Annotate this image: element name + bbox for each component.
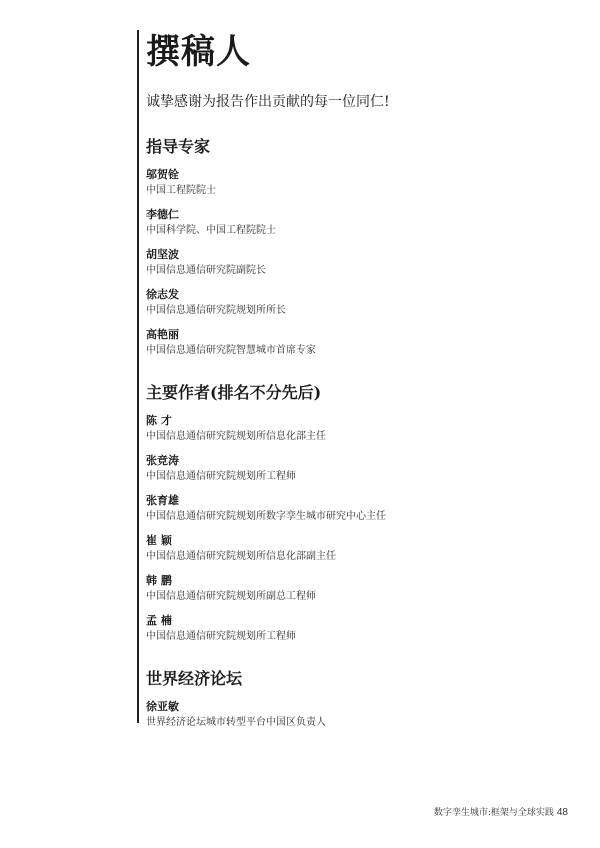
person-name: 陈 才: [146, 414, 172, 427]
person-title: 中国信息通信研究院规划所信息化部副主任: [146, 551, 336, 562]
person-name: 韩 鹏: [146, 574, 172, 587]
person-title: 中国信息通信研究院规划所工程师: [146, 471, 296, 482]
person-name: 张竞涛: [146, 454, 179, 467]
person-entry: [146, 206, 576, 238]
person-entry: [146, 698, 576, 730]
person-entry: [146, 492, 576, 524]
person-entry: [146, 286, 576, 318]
contributors-content: [146, 30, 576, 738]
person-title: 中国科学院、中国工程院院士: [146, 225, 276, 236]
page-title: 撰稿人: [146, 32, 251, 72]
section-title: 世界经济论坛: [146, 669, 243, 688]
person-name: 李德仁: [146, 208, 179, 221]
thanks-text: 诚挚感谢为报告作出贡献的每一位同仁!: [146, 94, 390, 110]
person-name: 胡坚波: [146, 248, 179, 261]
page-number: 48: [556, 807, 568, 818]
person-name: 高艳丽: [146, 328, 179, 341]
person-title: 中国信息通信研究院智慧城市首席专家: [146, 345, 316, 356]
section-title: 指导专家: [146, 137, 211, 156]
person-entry: [146, 572, 576, 604]
section-guiding-experts: [146, 136, 576, 358]
page-footer: [434, 805, 568, 818]
person-entry: [146, 412, 576, 444]
vertical-rule: [137, 30, 139, 723]
person-title: 中国信息通信研究院规划所数字孪生城市研究中心主任: [146, 511, 386, 522]
person-entry: [146, 326, 576, 358]
person-entry: [146, 532, 576, 564]
person-entry: [146, 166, 576, 198]
person-entry: [146, 452, 576, 484]
section-wef: [146, 668, 576, 730]
person-entry: [146, 612, 576, 644]
person-title: 中国信息通信研究院规划所信息化部主任: [146, 431, 326, 442]
person-entry: [146, 246, 576, 278]
person-name: 孟 楠: [146, 614, 172, 627]
person-name: 徐亚敏: [146, 700, 179, 713]
person-name: 邬贺铨: [146, 168, 179, 181]
section-title: 主要作者(排名不分先后): [146, 383, 322, 402]
person-name: 徐志发: [146, 288, 179, 301]
person-title: 中国信息通信研究院副院长: [146, 265, 266, 276]
footer-text: 数字孪生城市:框架与全球实践: [433, 808, 554, 818]
person-title: 中国信息通信研究院规划所工程师: [146, 631, 296, 642]
section-main-authors: [146, 382, 576, 644]
person-title: 世界经济论坛城市转型平台中国区负责人: [146, 717, 326, 728]
person-name: 崔 颖: [146, 534, 172, 547]
person-title: 中国工程院院士: [146, 185, 216, 196]
person-title: 中国信息通信研究院规划所副总工程师: [146, 591, 316, 602]
person-title: 中国信息通信研究院规划所所长: [146, 305, 286, 316]
person-name: 张育雄: [146, 494, 179, 507]
